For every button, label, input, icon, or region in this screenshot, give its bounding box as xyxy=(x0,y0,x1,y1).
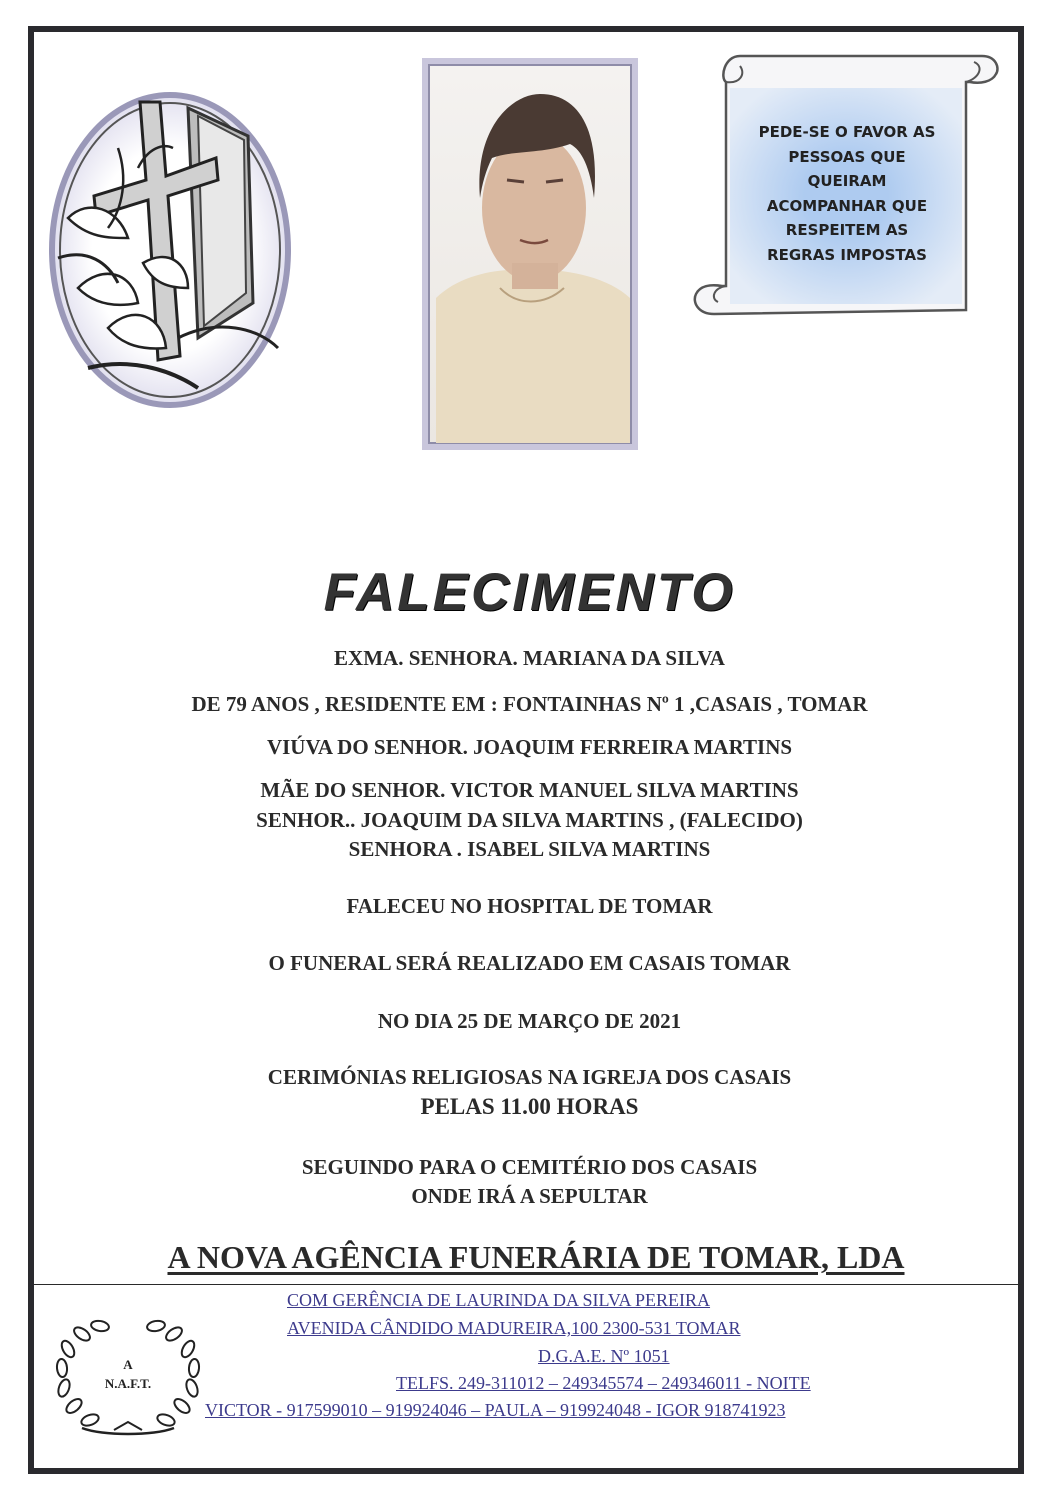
logo-letter: A xyxy=(123,1357,133,1372)
ceremony-location: CERIMÓNIAS RELIGIOSAS NA IGREJA DOS CASAIS xyxy=(267,1065,792,1089)
cross-bible-lilies-icon xyxy=(48,88,298,413)
ceremony-time: PELAS 11.00 HORAS xyxy=(420,1094,639,1119)
page-title: FALECIMENTO xyxy=(323,563,736,622)
logo-text: N.A.F.T. xyxy=(104,1376,152,1391)
mother-of-line: SENHOR.. JOAQUIM DA SILVA MARTINS , (FALECIDO) xyxy=(256,808,803,832)
death-place: FALECEU NO HOSPITAL DE TOMAR xyxy=(346,894,713,918)
burial-line: ONDE IRÁ A SEPULTAR xyxy=(411,1184,648,1208)
request-line: PEDE-SE O FAVOR AS xyxy=(758,123,936,141)
request-line: PESSOAS QUE xyxy=(788,147,906,166)
footer-divider xyxy=(34,1284,1022,1285)
agency-address: AVENIDA CÂNDIDO MADUREIRA,100 2300-531 TOMAR xyxy=(287,1318,741,1338)
age-residence: DE 79 ANOS , RESIDENTE EM : FONTAINHAS Nº 1 ,CASAIS , TOMAR xyxy=(191,692,868,716)
mother-of-line: MÃE DO SENHOR. VICTOR MANUEL SILVA MARTINS xyxy=(260,778,799,802)
funeral-date: NO DIA 25 DE MARÇO DE 2021 xyxy=(377,1009,682,1033)
agency-name: A NOVA AGÊNCIA FUNERÁRIA DE TOMAR, LDA xyxy=(167,1239,905,1275)
request-line: ACOMPANHAR QUE xyxy=(766,196,928,215)
deceased-name: EXMA. SENHORA. MARIANA DA SILVA xyxy=(334,646,725,670)
request-line: REGRAS IMPOSTAS xyxy=(767,245,927,264)
mother-of-line: SENHORA . ISABEL SILVA MARTINS xyxy=(348,837,711,861)
burial-line: SEGUINDO PARA O CEMITÉRIO DOS CASAIS xyxy=(301,1155,758,1179)
agency-phones: TELFS. 249-311012 – 249345574 – 249346011 - NOITE xyxy=(396,1373,811,1393)
agency-dgae: D.G.A.E. Nº 1051 xyxy=(538,1346,670,1366)
request-line: RESPEITEM AS xyxy=(785,221,909,239)
agency-management: COM GERÊNCIA DE LAURINDA DA SILVA PEREIRA xyxy=(287,1290,711,1310)
agency-mobiles: VICTOR - 917599010 – 919924046 – PAULA – 919924048 - IGOR 918741923 xyxy=(205,1400,786,1420)
portrait-photo xyxy=(422,58,638,450)
request-line: QUEIRAM xyxy=(807,172,887,190)
widow-of: VIÚVA DO SENHOR. JOAQUIM FERREIRA MARTINS xyxy=(266,735,793,759)
request-message xyxy=(742,120,952,267)
funeral-place: O FUNERAL SERÁ REALIZADO EM CASAIS TOMAR xyxy=(268,951,791,975)
